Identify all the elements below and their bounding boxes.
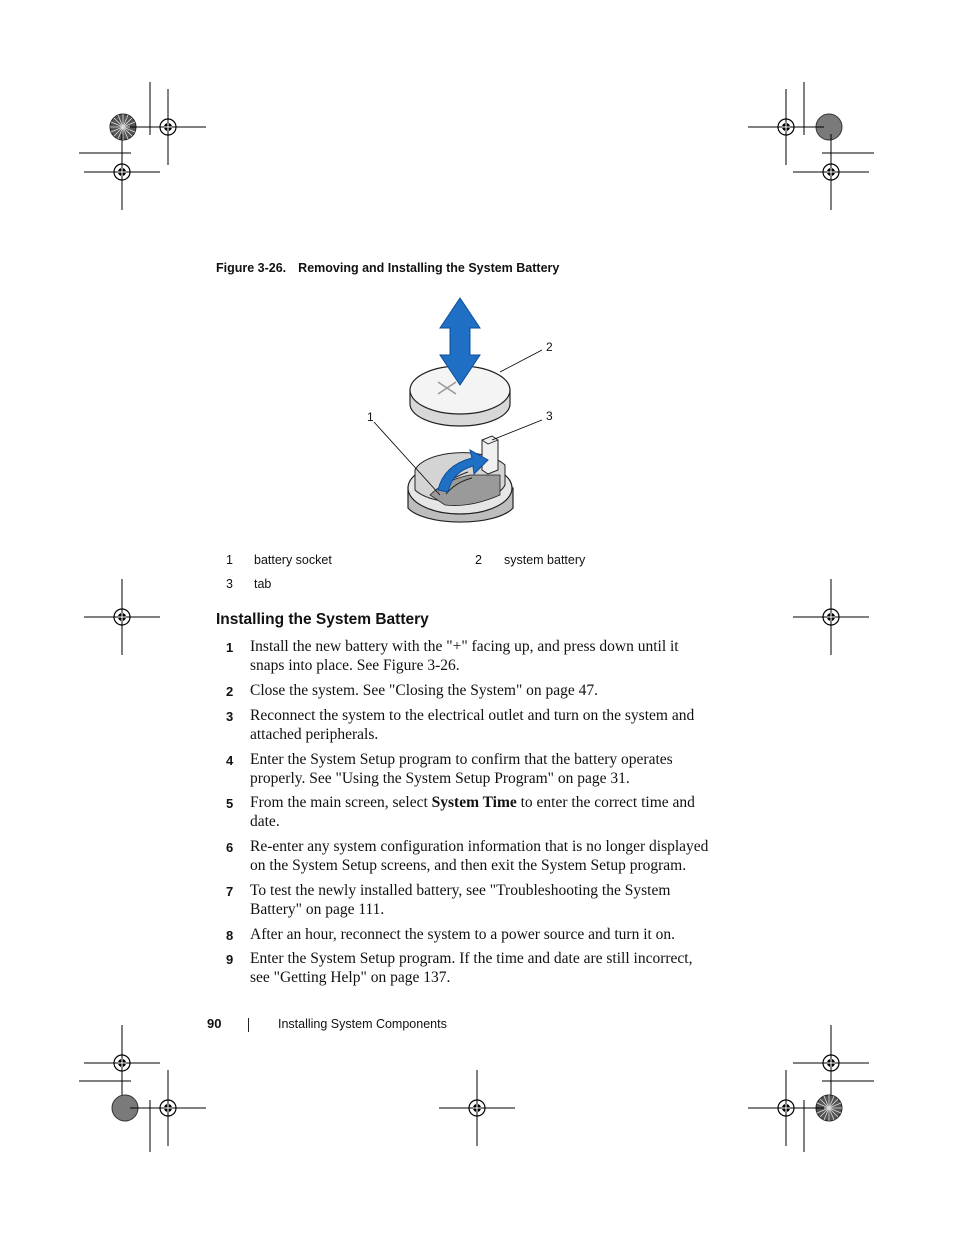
figure-title: Removing and Installing the System Battery	[298, 261, 560, 275]
legend-label-2: system battery	[504, 553, 586, 567]
legend-num-2: 2	[475, 553, 482, 567]
step-number: 1	[226, 640, 234, 655]
figure-caption	[216, 261, 559, 275]
legend-num-1: 1	[226, 553, 233, 567]
step-text: Install the new battery with the "+" facing up, and press down until it snaps into place. See Figure 3-26.	[250, 638, 679, 674]
section-heading: Installing the System Battery	[216, 611, 429, 628]
step-number: 8	[226, 928, 234, 943]
step-text: Enter the System Setup program to confirm that the battery operates properly. See "Using the System Setup Program" on page 31.	[250, 751, 673, 787]
step-number: 5	[226, 796, 234, 811]
legend-num-3: 3	[226, 577, 233, 591]
step-text: Re-enter any system configuration information that is no longer displayed on the System Setup screens, and then exit the System Setup program.	[250, 838, 709, 874]
step-number: 2	[226, 684, 234, 699]
step-text-pre: From the main screen, select	[250, 794, 432, 811]
battery-socket-drawing	[408, 436, 513, 522]
callout-1: 1	[367, 410, 374, 424]
chapter-title: Installing System Components	[278, 1017, 447, 1031]
page-number: 90	[207, 1016, 222, 1031]
step-text-post: to enter the correct time and date.	[250, 794, 695, 830]
figure-number: Figure 3-26.	[216, 261, 287, 275]
step-text: To test the newly installed battery, see "Troubleshooting the System Battery" on page 111.	[250, 882, 671, 918]
step-text: Reconnect the system to the electrical outlet and turn on the system and attached peripherals.	[250, 707, 695, 743]
callout-3: 3	[546, 409, 553, 423]
step-number: 9	[226, 952, 234, 967]
step-number: 4	[226, 753, 234, 768]
step-text: Close the system. See "Closing the System" on page 47.	[250, 682, 599, 699]
system-time-term: System Time	[431, 794, 517, 811]
legend-label-3: tab	[254, 577, 272, 591]
step-text: After an hour, reconnect the system to a power source and turn it on.	[250, 926, 676, 943]
step-text	[250, 793, 716, 831]
step-number: 3	[226, 709, 234, 724]
step-number: 7	[226, 884, 234, 899]
step-text: Enter the System Setup program. If the time and date are still incorrect, see "Getting Help" on page 137.	[250, 950, 693, 986]
footer-divider	[248, 1018, 249, 1032]
callout-2: 2	[546, 340, 553, 354]
battery-illustration	[360, 290, 580, 535]
step-number: 6	[226, 840, 234, 855]
legend-label-1: battery socket	[254, 553, 332, 567]
